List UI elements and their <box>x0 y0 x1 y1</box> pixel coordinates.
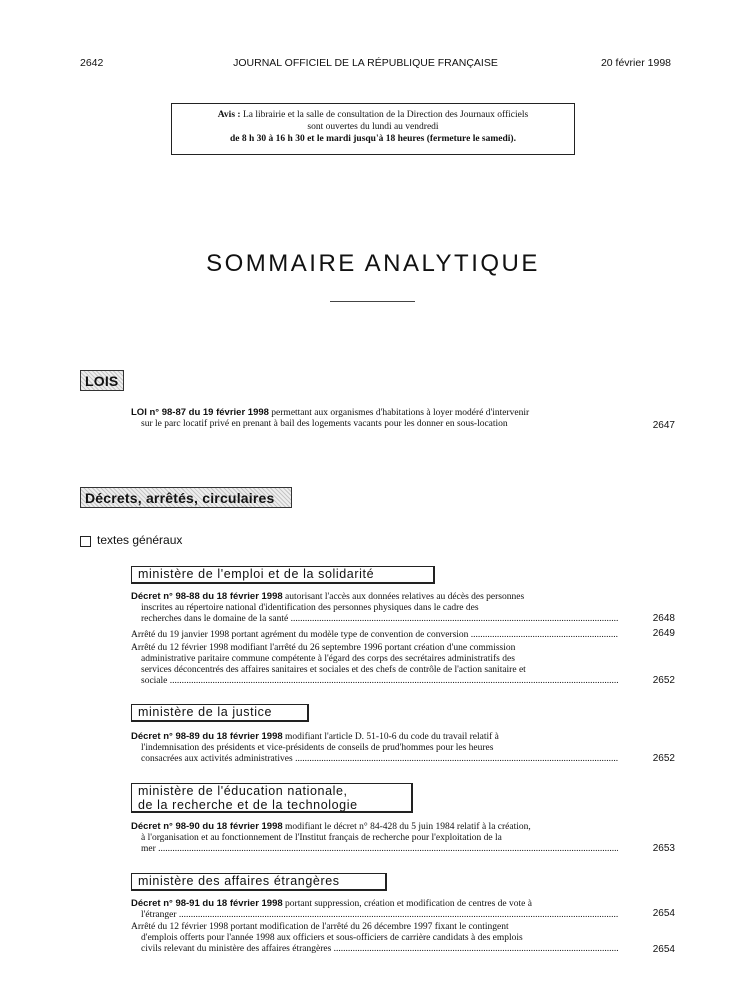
entry-page: 2649 <box>652 628 675 639</box>
entry-text: modifiant l'article D. 51-10-6 du code du travail relatif à <box>285 732 499 742</box>
decree-entry <box>131 591 618 625</box>
section-tag-decrets: Décrets, arrêtés, circulaires <box>80 487 292 508</box>
entry-text: l'indemnisation des présidents et vice-présidents de conseils de prud'hommes pour les heures <box>141 743 494 753</box>
decree-entry <box>131 731 618 765</box>
entry-text: Arrêté du 19 janvier 1998 portant agrément du modèle type de convention de conversion <box>131 630 469 640</box>
entry-text: services déconcentrés des affaires sanitaires et sociales et des chefs de contrôle de l'action sanitaire et <box>141 665 526 675</box>
entry-text: autorisant l'accès aux données relatives au décès des personnes <box>285 592 525 602</box>
entry-page: 2654 <box>652 944 675 955</box>
entry-text: sur le parc locatif privé en prenant à bail des logements vacants pour les donner en sous-location <box>141 419 508 429</box>
decree-entry <box>131 630 618 641</box>
entry-page: 2653 <box>652 843 675 854</box>
ministry-box: ministère des affaires étrangères <box>131 873 387 891</box>
entry-text: Arrêté du 12 février 1998 portant modification de l'arrêté du 26 décembre 1997 fixant le contingent <box>131 922 509 932</box>
section-tag-lois: LOIS <box>80 370 124 391</box>
entry-page: 2647 <box>652 420 675 431</box>
decree-entry <box>131 898 618 921</box>
entry-page: 2654 <box>652 908 675 919</box>
entry-page: 2648 <box>652 613 675 624</box>
entry-ref: Décret n° 98-89 du 18 février 1998 <box>131 731 283 742</box>
entry-text: sociale <box>141 676 168 686</box>
entry-text: à l'organisation et au fonctionnement de l'Institut français de recherche pour l'exploitation de la <box>141 833 502 843</box>
main-title: SOMMAIRE ANALYTIQUE <box>206 250 540 277</box>
entry-text: consacrées aux activités administratives <box>141 754 293 764</box>
page-number: 2642 <box>80 57 104 69</box>
entry-text: modifiant le décret n° 84-428 du 5 juin 1984 relatif à la création, <box>285 822 531 832</box>
notice-line1: La librairie et la salle de consultation de la Direction des Journaux officiels <box>242 110 529 120</box>
notice-box <box>171 103 575 155</box>
ministry-name-line1: ministère de l'éducation nationale, <box>138 784 348 798</box>
entry-text: recherches dans le domaine de la santé <box>141 614 289 624</box>
title-rule <box>330 301 415 302</box>
notice-line3: de 8 h 30 à 16 h 30 et le mardi jusqu'à 18 heures (fermeture le samedi). <box>230 134 516 144</box>
ministry-box: ministère de l'emploi et de la solidarité <box>131 566 435 584</box>
notice-line2: sont ouvertes du lundi au vendredi <box>307 122 439 132</box>
entry-ref: LOI n° 98-87 du 19 février 1998 <box>131 407 269 418</box>
journal-title: JOURNAL OFFICIEL DE LA RÉPUBLIQUE FRANÇAISE <box>233 57 498 69</box>
decree-entry <box>131 821 618 855</box>
entry-text: inscrites au répertoire national d'identification des personnes physiques dans le cadre des <box>141 603 479 613</box>
entry-text: civils relevant du ministère des affaires étrangères <box>141 944 332 954</box>
entry-text: portant suppression, création et modification de centres de vote à <box>285 899 532 909</box>
leader-dots <box>331 944 618 954</box>
leader-dots <box>167 676 618 686</box>
leader-dots <box>293 754 618 764</box>
checkbox-icon <box>80 536 91 547</box>
leader-dots <box>176 910 618 920</box>
decree-entry <box>131 643 618 687</box>
entry-text: Arrêté du 12 février 1998 modifiant l'arrêté du 26 septembre 1996 portant création d'une commission <box>131 643 516 653</box>
entry-page: 2652 <box>652 753 675 764</box>
issue-date: 20 février 1998 <box>600 57 671 69</box>
decree-entry <box>131 922 618 955</box>
section-label: textes généraux <box>97 533 183 547</box>
leader-dots <box>468 630 618 640</box>
entry-text: mer <box>141 844 156 854</box>
ministry-box: ministère de la justice <box>131 704 309 722</box>
entry-text: administrative paritaire commune compétente à l'égard des corps des secrétaires administratifs des <box>141 654 515 664</box>
entry-ref: Décret n° 98-90 du 18 février 1998 <box>131 821 283 832</box>
leader-dots <box>156 844 618 854</box>
lois-entry <box>131 407 618 430</box>
entry-text: l'étranger <box>141 910 177 920</box>
ministry-name-line2: de la recherche et de la technologie <box>138 798 358 812</box>
entry-ref: Décret n° 98-88 du 18 février 1998 <box>131 591 283 602</box>
entry-text: d'emplois offerts pour l'année 1998 aux officiers et sous-officiers de carrière candidats à des emplois <box>141 933 523 943</box>
entry-page: 2652 <box>652 675 675 686</box>
entry-text: permettant aux organismes d'habitations à loyer modéré d'intervenir <box>271 408 530 418</box>
entry-ref: Décret n° 98-91 du 18 février 1998 <box>131 898 283 909</box>
notice-label: Avis : <box>217 110 241 120</box>
ministry-box <box>131 783 413 813</box>
leader-dots <box>288 614 618 624</box>
